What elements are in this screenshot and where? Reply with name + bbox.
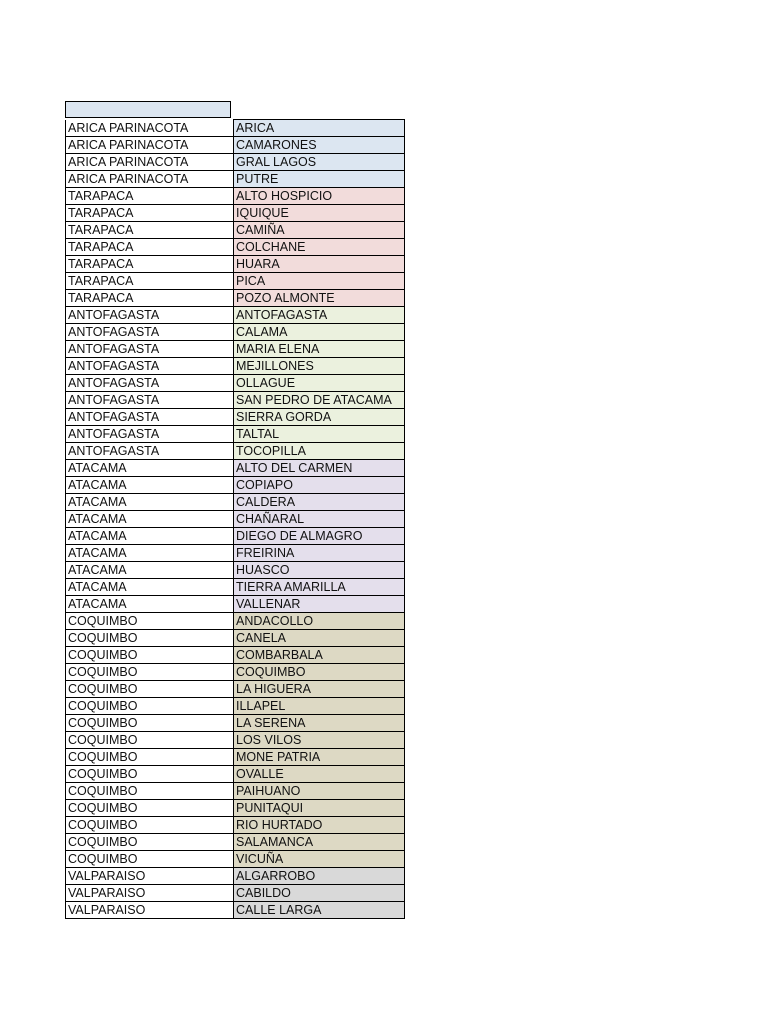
region-cell[interactable]: ANTOFAGASTA (66, 426, 234, 443)
region-cell[interactable]: ARICA PARINACOTA (66, 137, 234, 154)
table-row (66, 239, 405, 256)
commune-cell[interactable]: COMBARBALA (234, 647, 405, 664)
commune-cell[interactable]: PUNITAQUI (234, 800, 405, 817)
region-cell[interactable]: ATACAMA (66, 460, 234, 477)
table-row (66, 188, 405, 205)
table-row (66, 528, 405, 545)
table-row (66, 341, 405, 358)
region-cell[interactable]: TARAPACA (66, 188, 234, 205)
commune-cell[interactable]: FREIRINA (234, 545, 405, 562)
commune-cell[interactable]: ALTO HOSPICIO (234, 188, 405, 205)
table-row (66, 664, 405, 681)
commune-cell[interactable]: VICUÑA (234, 851, 405, 868)
commune-cell[interactable]: IQUIQUE (234, 205, 405, 222)
commune-cell[interactable]: MEJILLONES (234, 358, 405, 375)
region-commune-table (65, 119, 405, 919)
table-row (66, 256, 405, 273)
region-cell[interactable]: ANTOFAGASTA (66, 375, 234, 392)
region-cell[interactable]: ANTOFAGASTA (66, 341, 234, 358)
commune-cell[interactable]: PICA (234, 273, 405, 290)
commune-cell[interactable]: TALTAL (234, 426, 405, 443)
commune-cell[interactable]: CAMIÑA (234, 222, 405, 239)
commune-cell[interactable]: LOS VILOS (234, 732, 405, 749)
region-cell[interactable]: ANTOFAGASTA (66, 358, 234, 375)
region-cell[interactable]: COQUIMBO (66, 834, 234, 851)
commune-cell[interactable]: ILLAPEL (234, 698, 405, 715)
table-row (66, 698, 405, 715)
table-row (66, 715, 405, 732)
region-cell[interactable]: ATACAMA (66, 477, 234, 494)
region-cell[interactable]: VALPARAISO (66, 885, 234, 902)
commune-cell[interactable]: COQUIMBO (234, 664, 405, 681)
table-body (66, 120, 405, 919)
commune-cell[interactable]: SAN PEDRO DE ATACAMA (234, 392, 405, 409)
commune-cell[interactable]: TOCOPILLA (234, 443, 405, 460)
commune-cell[interactable]: CAMARONES (234, 137, 405, 154)
region-cell[interactable]: COQUIMBO (66, 766, 234, 783)
commune-cell[interactable]: LA SERENA (234, 715, 405, 732)
table-row (66, 596, 405, 613)
commune-cell[interactable]: OVALLE (234, 766, 405, 783)
commune-cell[interactable]: PAIHUANO (234, 783, 405, 800)
commune-cell[interactable]: CALDERA (234, 494, 405, 511)
region-cell[interactable]: COQUIMBO (66, 851, 234, 868)
region-cell[interactable]: COQUIMBO (66, 698, 234, 715)
table-row (66, 137, 405, 154)
table-row (66, 290, 405, 307)
region-cell[interactable]: COQUIMBO (66, 681, 234, 698)
header-cell[interactable] (65, 101, 231, 118)
commune-cell[interactable]: PUTRE (234, 171, 405, 188)
region-cell[interactable]: TARAPACA (66, 205, 234, 222)
region-cell[interactable]: ANTOFAGASTA (66, 443, 234, 460)
table-row (66, 154, 405, 171)
table-row (66, 766, 405, 783)
commune-cell[interactable]: COPIAPO (234, 477, 405, 494)
region-cell[interactable]: COQUIMBO (66, 783, 234, 800)
table-row (66, 171, 405, 188)
commune-cell[interactable]: CABILDO (234, 885, 405, 902)
commune-cell[interactable]: ALTO DEL CARMEN (234, 460, 405, 477)
region-cell[interactable]: ATACAMA (66, 511, 234, 528)
table-row (66, 834, 405, 851)
table-row (66, 579, 405, 596)
region-cell[interactable]: ANTOFAGASTA (66, 409, 234, 426)
region-cell[interactable]: ARICA PARINACOTA (66, 154, 234, 171)
region-cell[interactable]: COQUIMBO (66, 647, 234, 664)
table-row (66, 273, 405, 290)
table-row (66, 392, 405, 409)
commune-cell[interactable]: TIERRA AMARILLA (234, 579, 405, 596)
table-row (66, 630, 405, 647)
table-row (66, 800, 405, 817)
table-row (66, 902, 405, 919)
region-cell[interactable]: COQUIMBO (66, 613, 234, 630)
commune-cell[interactable]: MONE PATRIA (234, 749, 405, 766)
region-cell[interactable]: COQUIMBO (66, 664, 234, 681)
region-cell[interactable]: TARAPACA (66, 222, 234, 239)
region-cell[interactable]: COQUIMBO (66, 715, 234, 732)
table-row (66, 375, 405, 392)
table-row (66, 613, 405, 630)
table-row (66, 545, 405, 562)
region-cell[interactable]: COQUIMBO (66, 800, 234, 817)
commune-cell[interactable]: VALLENAR (234, 596, 405, 613)
region-cell[interactable]: ATACAMA (66, 545, 234, 562)
region-cell[interactable]: ATACAMA (66, 528, 234, 545)
commune-cell[interactable]: CHAÑARAL (234, 511, 405, 528)
region-cell[interactable]: ATACAMA (66, 494, 234, 511)
commune-cell[interactable]: OLLAGUE (234, 375, 405, 392)
table-row (66, 749, 405, 766)
table-row (66, 443, 405, 460)
region-cell[interactable]: ANTOFAGASTA (66, 307, 234, 324)
table-row (66, 885, 405, 902)
commune-cell[interactable]: CANELA (234, 630, 405, 647)
region-cell[interactable]: ANTOFAGASTA (66, 324, 234, 341)
region-cell[interactable]: COQUIMBO (66, 817, 234, 834)
table-row (66, 409, 405, 426)
table-row (66, 868, 405, 885)
table-row (66, 426, 405, 443)
commune-cell[interactable]: ARICA (234, 120, 405, 137)
region-cell[interactable]: COQUIMBO (66, 749, 234, 766)
region-cell[interactable]: COQUIMBO (66, 732, 234, 749)
table-row (66, 222, 405, 239)
region-cell[interactable]: TARAPACA (66, 256, 234, 273)
commune-cell[interactable]: DIEGO DE ALMAGRO (234, 528, 405, 545)
commune-cell[interactable]: POZO ALMONTE (234, 290, 405, 307)
commune-cell[interactable]: SALAMANCA (234, 834, 405, 851)
commune-cell[interactable]: ALGARROBO (234, 868, 405, 885)
region-cell[interactable]: TARAPACA (66, 239, 234, 256)
table-row (66, 851, 405, 868)
commune-cell[interactable]: SIERRA GORDA (234, 409, 405, 426)
table-row (66, 681, 405, 698)
commune-cell[interactable]: ANDACOLLO (234, 613, 405, 630)
region-cell[interactable]: ARICA PARINACOTA (66, 120, 234, 137)
commune-cell[interactable]: LA HIGUERA (234, 681, 405, 698)
table-row (66, 494, 405, 511)
region-cell[interactable]: TARAPACA (66, 273, 234, 290)
region-cell[interactable]: VALPARAISO (66, 868, 234, 885)
table-row (66, 205, 405, 222)
table-row (66, 647, 405, 664)
region-cell[interactable]: VALPARAISO (66, 902, 234, 919)
table-row (66, 511, 405, 528)
commune-cell[interactable]: HUARA (234, 256, 405, 273)
commune-cell[interactable]: GRAL LAGOS (234, 154, 405, 171)
commune-cell[interactable]: HUASCO (234, 562, 405, 579)
region-cell[interactable]: ATACAMA (66, 596, 234, 613)
region-cell[interactable]: ANTOFAGASTA (66, 392, 234, 409)
commune-cell[interactable]: CALAMA (234, 324, 405, 341)
table-row (66, 307, 405, 324)
table-row (66, 324, 405, 341)
table-row (66, 783, 405, 800)
table-row (66, 477, 405, 494)
region-cell[interactable]: TARAPACA (66, 290, 234, 307)
commune-cell[interactable]: MARIA ELENA (234, 341, 405, 358)
commune-cell[interactable]: RIO HURTADO (234, 817, 405, 834)
table-row (66, 817, 405, 834)
commune-cell[interactable]: COLCHANE (234, 239, 405, 256)
table-row (66, 460, 405, 477)
table-row (66, 562, 405, 579)
table-row (66, 732, 405, 749)
commune-cell[interactable]: ANTOFAGASTA (234, 307, 405, 324)
region-cell[interactable]: ATACAMA (66, 562, 234, 579)
region-cell[interactable]: ARICA PARINACOTA (66, 171, 234, 188)
table-row (66, 120, 405, 137)
region-cell[interactable]: COQUIMBO (66, 630, 234, 647)
commune-cell[interactable]: CALLE LARGA (234, 902, 405, 919)
region-cell[interactable]: ATACAMA (66, 579, 234, 596)
table-row (66, 358, 405, 375)
